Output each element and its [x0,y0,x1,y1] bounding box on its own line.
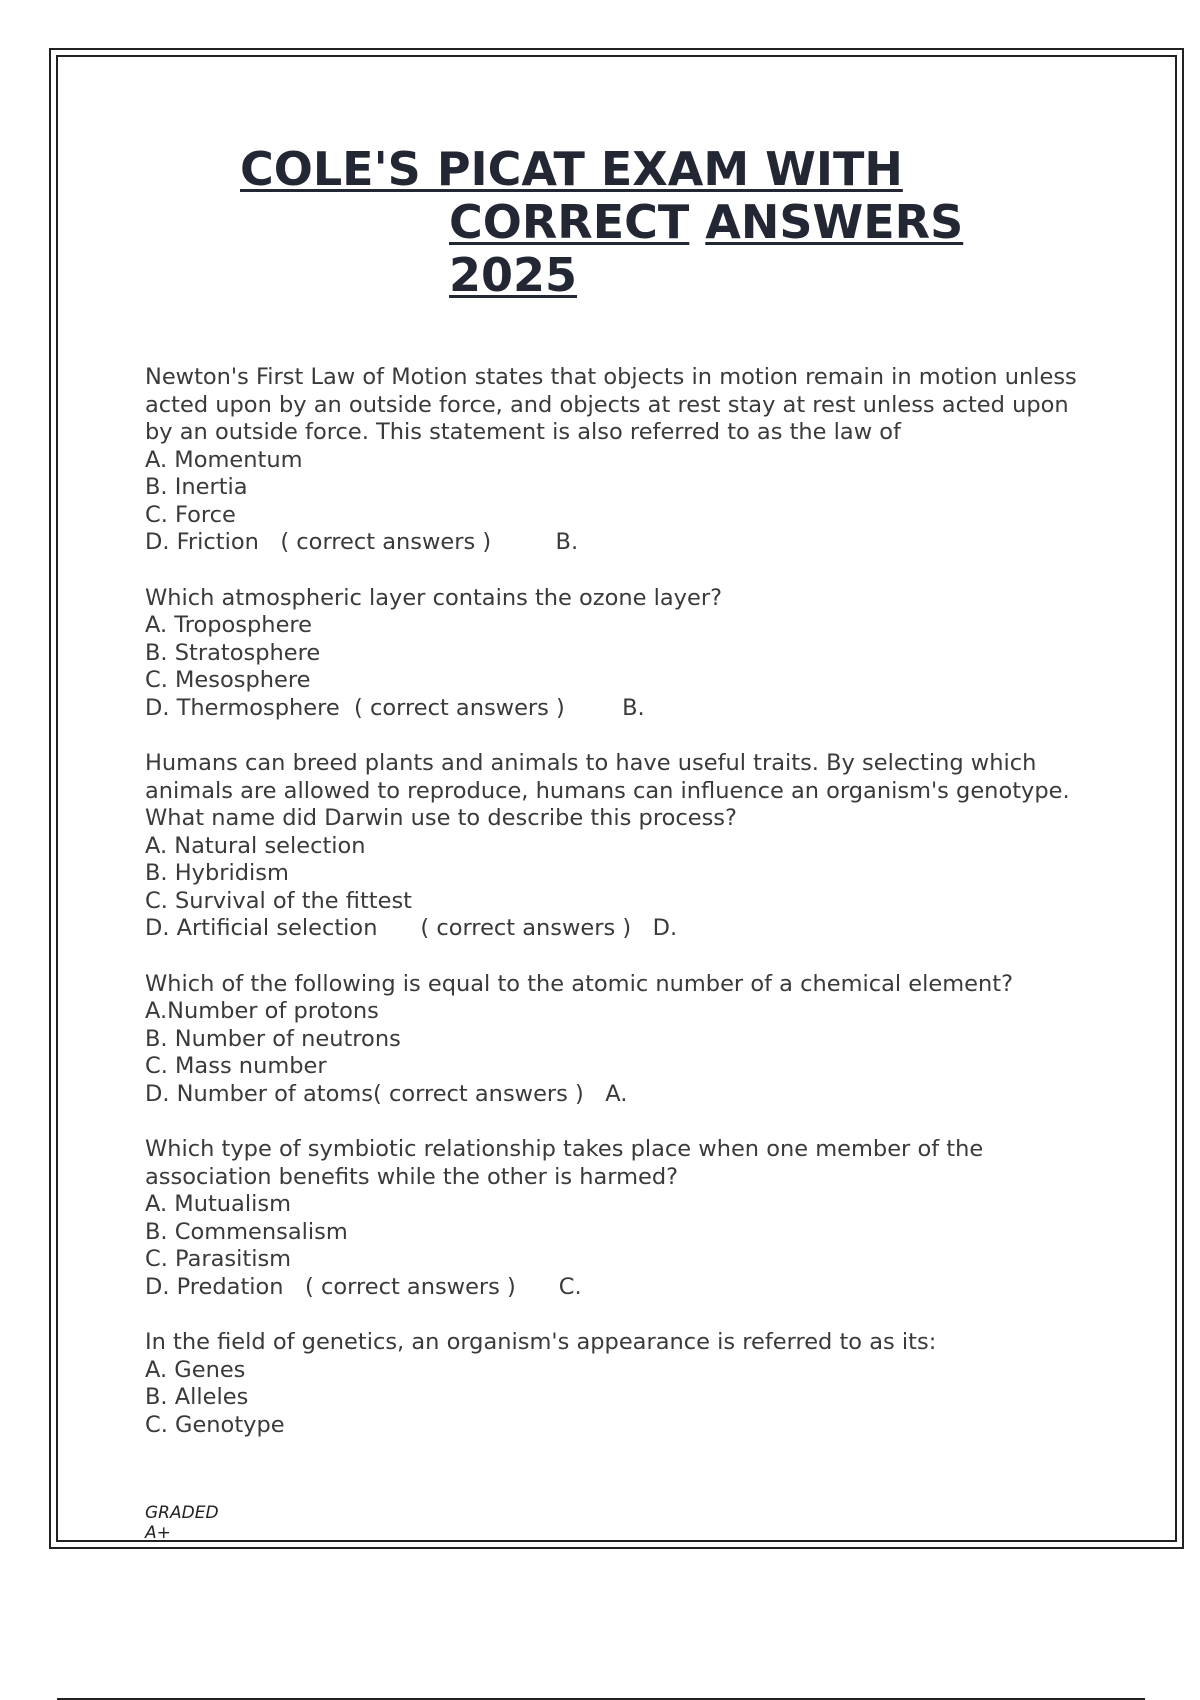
question-text: Humans can breed plants and animals to have useful traits. By selecting which animals are allowed to reproduce, humans can influence an organism's genotype. What name did Darwin use to describe this process? [145,750,1070,831]
option: C. Parasitism [145,1246,292,1272]
question-3 [145,750,1085,943]
option-with-answer [145,915,1085,943]
option: D. Predation [145,1273,284,1300]
graded-text: GRADED [145,1503,219,1523]
question-4 [145,971,1085,1109]
title-line-3 [240,249,1000,302]
option-with-answer [145,1274,1085,1302]
question-text: Which type of symbiotic relationship takes place when one member of the association benefits while the other is harmed? [145,1136,984,1190]
option: C. Mesosphere [145,667,311,693]
answer-label: ( correct answers ) [305,1273,516,1300]
question-2 [145,585,1085,723]
question-5 [145,1136,1085,1301]
option: B. Inertia [145,474,248,500]
correct-answer: B. [622,694,645,721]
option: B. Commensalism [145,1218,348,1245]
title-line-2 [240,196,1000,249]
correct-answer: B. [555,529,579,555]
option: C. Mass number [145,1053,327,1079]
title-line-3-text: 2025 [449,248,578,302]
option: A. Momentum [145,446,303,473]
title-line-1 [240,143,1000,196]
option: D. Friction [145,529,259,555]
correct-answer: C. [558,1273,582,1300]
option: C. Force [145,501,236,528]
option: B. Number of neutrons [145,1025,401,1052]
question-text: Which of the following is equal to the atomic number of a chemical element? A.Number of protons [145,970,1014,1024]
answer-label: ( correct answers ) [280,529,492,555]
grade-text: A+ [145,1523,171,1543]
question-text: In the field of genetics, an organism's appearance is referred to as its: [145,1329,937,1355]
option: B. Stratosphere [145,639,321,666]
option: D. Artificial selection [145,915,378,941]
correct-answer: A. [605,1080,628,1107]
option-with-answer [145,695,1085,723]
answer-label: ( correct answers ) [420,915,632,941]
question-text: Which atmospheric layer contains the ozone layer? [145,584,723,611]
document-title [240,143,1000,302]
option: A. Natural selection [145,832,366,859]
correct-answer: D. [652,915,678,941]
option: C. Survival of the fittest [145,887,413,914]
option: B. Hybridism [145,860,289,886]
option: B. Alleles [145,1384,249,1410]
title-line-1-text: COLE'S PICAT EXAM WITH [240,142,903,196]
answer-label: ( correct answers ) [354,694,565,721]
question-6 [145,1329,1085,1439]
option: D. Thermosphere [145,694,340,721]
questions-section [145,364,1085,1467]
graded-mark [145,1503,219,1543]
title-line-2b-text: ANSWERS [705,195,964,249]
answer-label: ( correct answers ) [373,1080,584,1107]
option: A. Mutualism [145,1191,291,1217]
question-text: Newton's First Law of Motion states that objects in motion remain in motion unless acted upon by an outside force, and objects at rest stay at rest unless acted upon by an outside force. This statement is also referred to as the law of [145,364,1077,445]
option-with-answer [145,529,1085,557]
option-with-answer [145,1081,1085,1109]
question-1 [145,364,1085,557]
title-line-2a-text: CORRECT [449,195,690,249]
option: A. Troposphere [145,612,313,638]
option: A. Genes [145,1356,246,1383]
option: C. Genotype [145,1411,285,1438]
option: D. Number of atoms [145,1080,374,1107]
